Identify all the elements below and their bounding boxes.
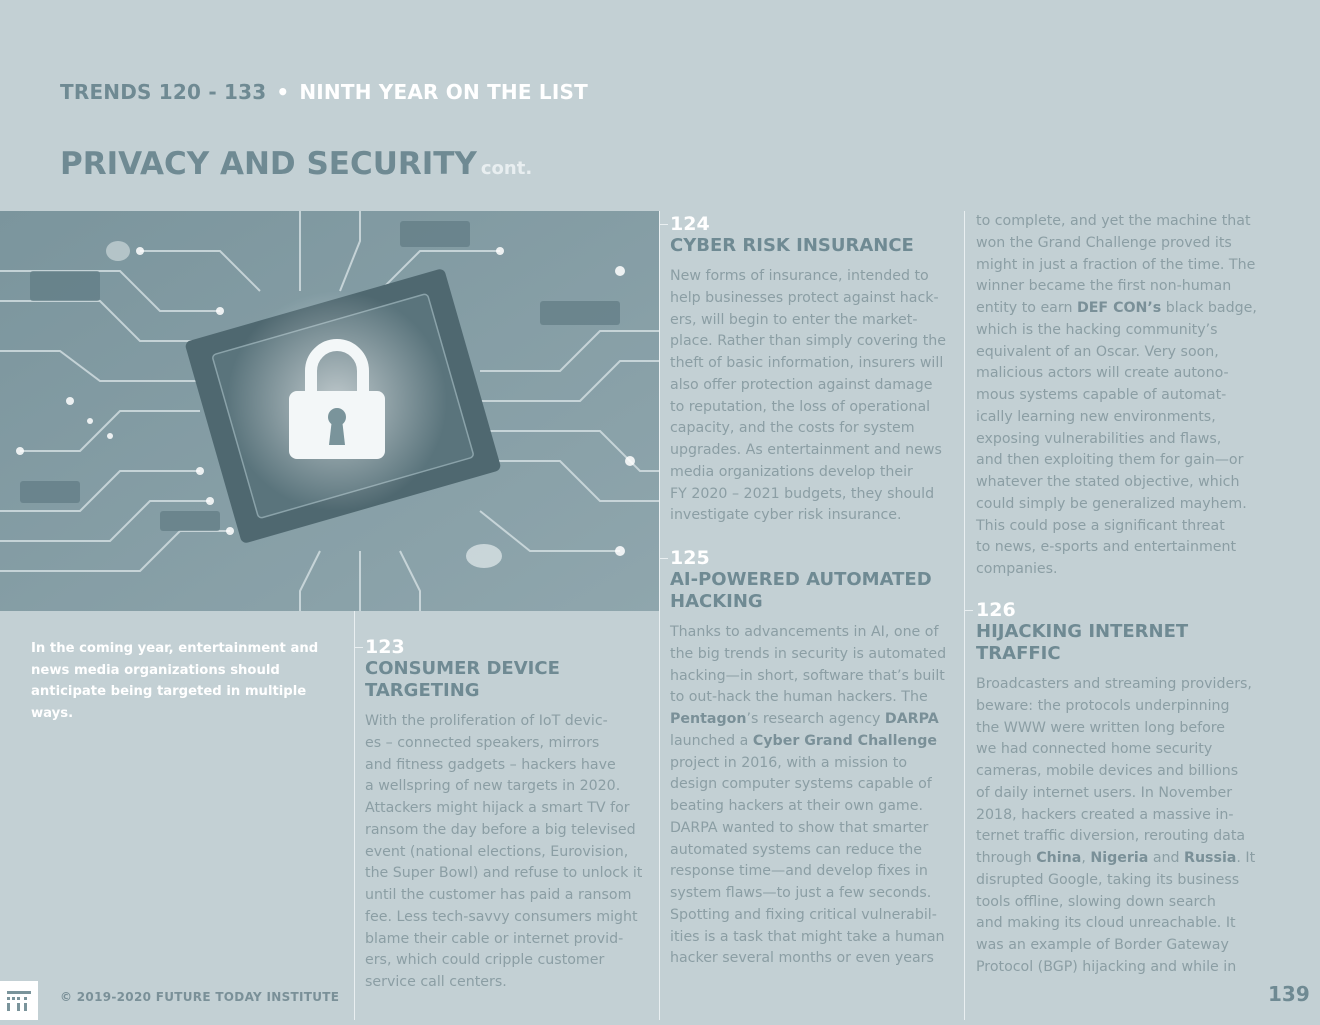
trend-123 (365, 636, 655, 994)
trend-body: Broadcasters and streaming providers, beware: the protocols underpinning the WWW were written long before we had connected home security cameras, mobile devices and billions of daily internet users. In November 2018, hackers created a massive in- ternet traffic diversion, rerouting data through China, Nigeria and Russia. It disrupted Google, taking its business tools offline, slowing down search and making its cloud unreachable. It was an example of Border Gateway Protocol (BGP) hijacking and while in (976, 676, 1256, 975)
trend-number: 125 (670, 547, 710, 569)
page-title-text: PRIVACY AND SECURITY (60, 146, 477, 182)
copyright: © 2019-2020 FUTURE TODAY INSTITUTE (60, 990, 340, 1004)
trend-number: 126 (976, 599, 1016, 621)
column-divider (659, 211, 660, 1020)
number-tick (355, 647, 363, 648)
trend-number: 123 (365, 636, 405, 658)
trend-number: 124 (670, 213, 710, 235)
trend-body: New forms of insurance, intended to help businesses protect against hack- ers, will begin to enter the market- place. Rather than simply covering the theft of basic information, insurers will also offer protection against damage to reputation, the loss of operational capacity, and the costs for system upgrades. As entertainment and news media organizations develop their FY 2020 – 2021 budgets, they should investigate cyber risk insurance. (670, 268, 946, 524)
number-tick (965, 610, 973, 611)
lead-statement: In the coming year, entertainment and news media organizations should anticipate being targeted in multiple ways. (31, 641, 319, 721)
trend-title: HIJACKING INTERNET TRAFFIC (976, 621, 1189, 664)
number-tick (660, 224, 668, 225)
page-number: 139 (1268, 982, 1310, 1006)
column-divider (964, 211, 965, 1020)
column-divider (354, 611, 355, 1020)
section-header (60, 80, 588, 104)
trend-125 (670, 547, 962, 970)
fti-logo (0, 981, 38, 1020)
number-tick (660, 558, 668, 559)
fti-logo-icon (0, 981, 38, 1020)
trend-125-continued: to complete, and yet the machine that won the Grand Challenge proved its might in just a fraction of the time. The winner became the first non-human entity to earn DEF CON’s black badge, which is the hacking community’s equivalent of an Oscar. Very soon, malicious actors will create autono- mous systems capable of automat- ically learning new environments, exposing vulnerabilities and flaws, and then exploiting them for gain—or whatever the stated objective, which could simply be generalized mayhem. This could pose a significant threat to news, e-sports and entertainment companies. (976, 213, 1257, 577)
header-separator: • (276, 80, 290, 104)
trend-body: Thanks to advancements in AI, one of the big trends in security is automated hacking—in short, software that’s built to out-hack the human hackers. The Pentagon’s research agency DARPA launched a Cyber Grand Challenge project in 2016, with a mission to design computer systems capable of beating hackers at their own game. DARPA wanted to show that smarter automated systems can reduce the response time—and develop fixes in system flaws—to just a few seconds. Spotting and fixing critical vulnerabil- ities is a task that might take a human hacker several months or even years (670, 624, 947, 967)
trend-title: AI-POWERED AUTOMATED HACKING (670, 569, 932, 612)
trend-range: TRENDS 120 - 133 (60, 80, 267, 104)
trend-title: CYBER RISK INSURANCE (670, 235, 914, 256)
page-title (60, 146, 532, 182)
ninth-year-label: NINTH YEAR ON THE LIST (299, 80, 588, 104)
trend-124 (670, 213, 962, 527)
trend-title: CONSUMER DEVICE TARGETING (365, 658, 560, 701)
cont-label: cont. (480, 158, 533, 179)
trend-126 (976, 599, 1276, 979)
trend-body: With the proliferation of IoT devic- es – connected speakers, mirrors and fitness gadgets – hackers have a wellspring of new targets in 2020. Attackers might hijack a smart TV for ransom the day before a big televised event (national elections, Eurovision, the Super Bowl) and refuse to unlock it until the customer has paid a ransom fee. Less tech-savvy consumers might blame their cable or internet provid- ers, which could cripple customer service call centers. (365, 713, 643, 990)
circuit-lock-image (0, 211, 659, 611)
